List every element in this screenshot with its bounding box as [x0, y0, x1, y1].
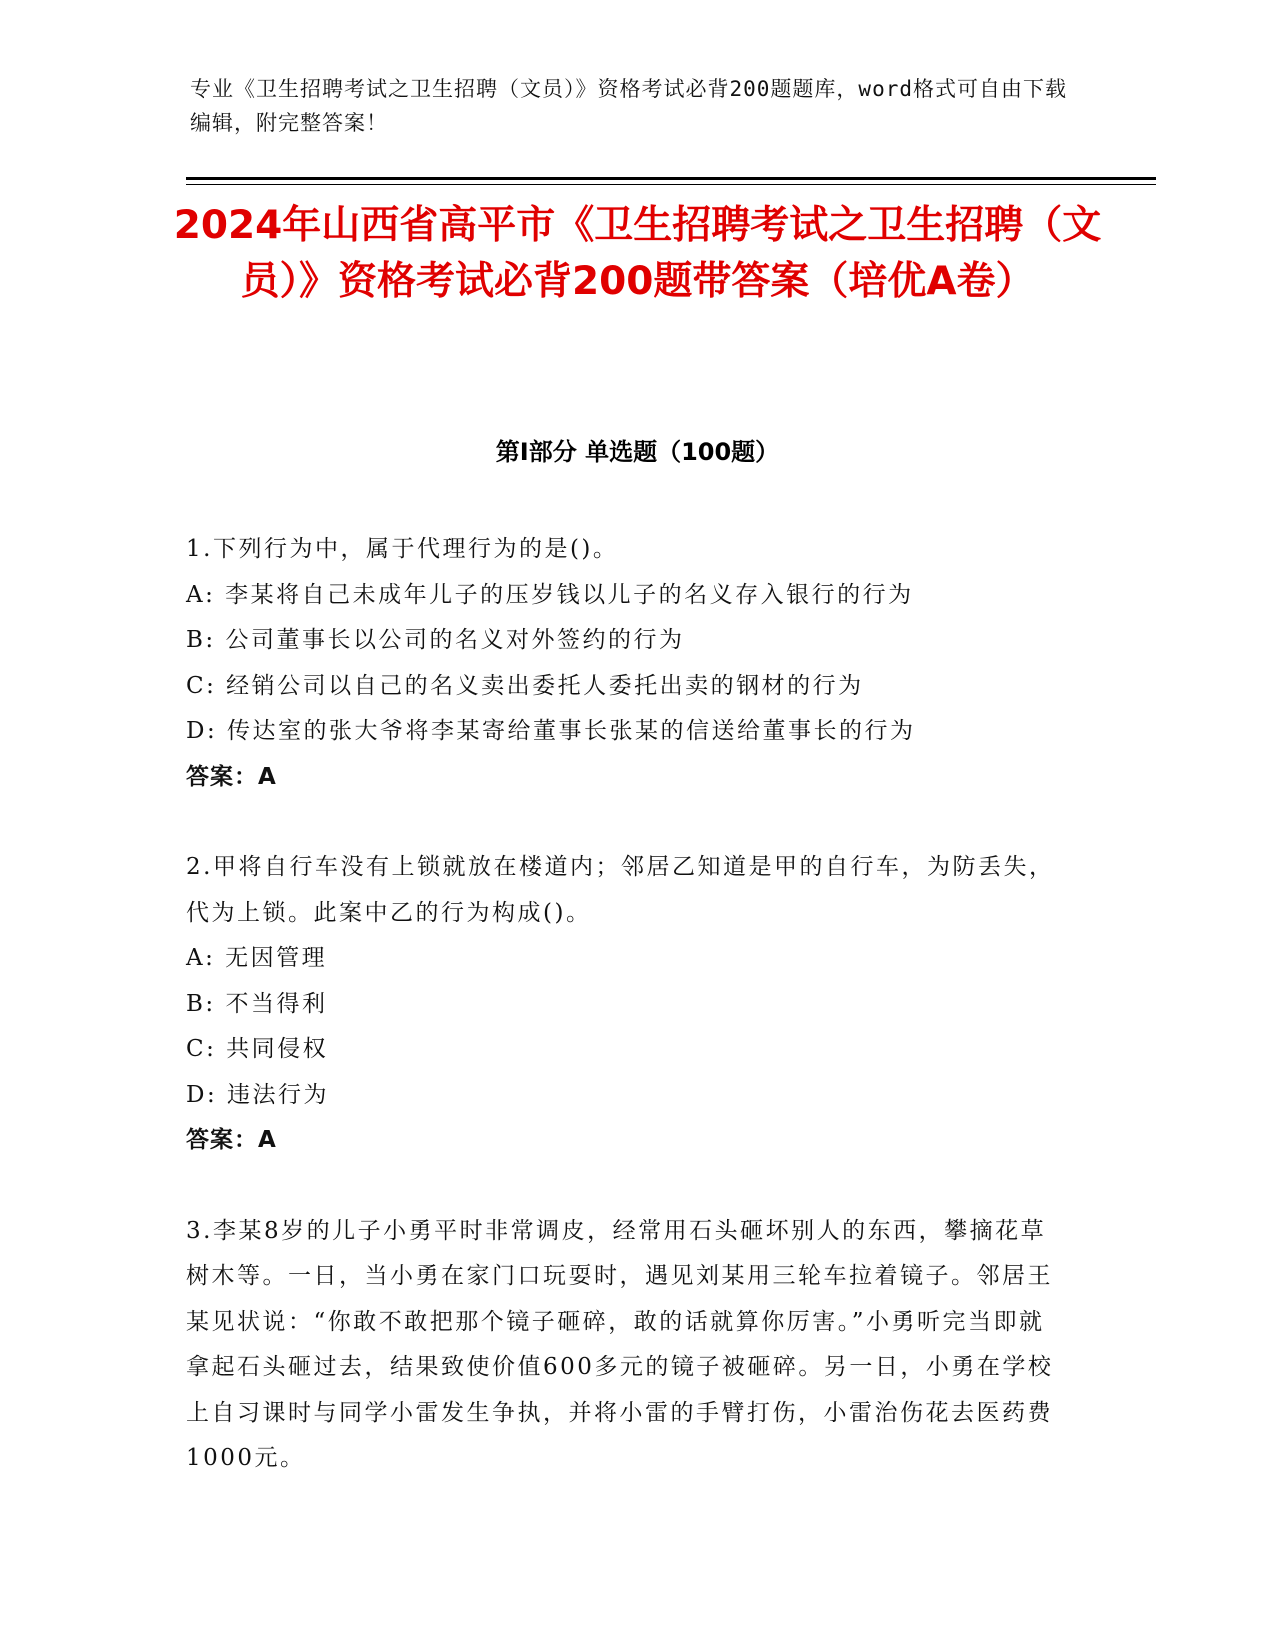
header-divider-thick — [186, 177, 1156, 180]
option-c: C: 经销公司以自己的名义卖出委托人委托出卖的钢材的行为 — [186, 672, 864, 699]
question-answer: 答案：A — [186, 1127, 277, 1153]
question-answer: 答案：A — [186, 763, 277, 790]
question-stem: 3.李某8岁的儿子小勇平时非常调皮，经常用石头砸坏别人的东西，攀摘花草树木等。一日，当小勇在家门口玩耍时，遇见刘某用三轮车拉着镜子。邻居王某见状说：“你敢不敢把那个镜子砸碎，敢的话就算你厉害。”小勇听完当即就拿起石头砸过去，结果致使价值600多元的镜子被砸碎。另一日，小勇在学校上自习课时与同学小雷发生争执，并将小雷的手臂打伤，小雷治伤花去医药费1000元。 — [186, 1217, 1054, 1471]
question-stem: 2.甲将自行车没有上锁就放在楼道内；邻居乙知道是甲的自行车，为防丢失，代为上锁。此案中乙的行为构成()。 — [186, 854, 1055, 926]
question-item — [186, 845, 1066, 1164]
question-item — [186, 1209, 1066, 1482]
option-d: D: 违法行为 — [186, 1081, 330, 1108]
option-b: B: 不当得利 — [186, 990, 328, 1017]
option-c: C: 共同侵权 — [186, 1036, 329, 1062]
header-divider-thin — [186, 184, 1156, 185]
option-a: A: 无因管理 — [186, 945, 328, 971]
question-item — [186, 527, 1066, 800]
header-note: 专业《卫生招聘考试之卫生招聘（文员）》资格考试必背200题题库，word格式可自由下载编辑，附完整答案！ — [190, 77, 1067, 135]
section-heading: 第I部分 单选题（100题） — [495, 438, 780, 466]
option-d: D: 传达室的张大爷将李某寄给董事长张某的信送给董事长的行为 — [186, 718, 916, 744]
question-list — [186, 527, 1066, 1527]
document-title: 2024年山西省高平市《卫生招聘考试之卫生招聘（文员）》资格考试必背200题带答案（培优A卷） — [173, 203, 1102, 304]
question-stem: 1.下列行为中，属于代理行为的是()。 — [186, 536, 619, 562]
option-a: A: 李某将自己未成年儿子的压岁钱以儿子的名义存入银行的行为 — [186, 581, 914, 608]
option-b: B: 公司董事长以公司的名义对外签约的行为 — [186, 627, 685, 653]
